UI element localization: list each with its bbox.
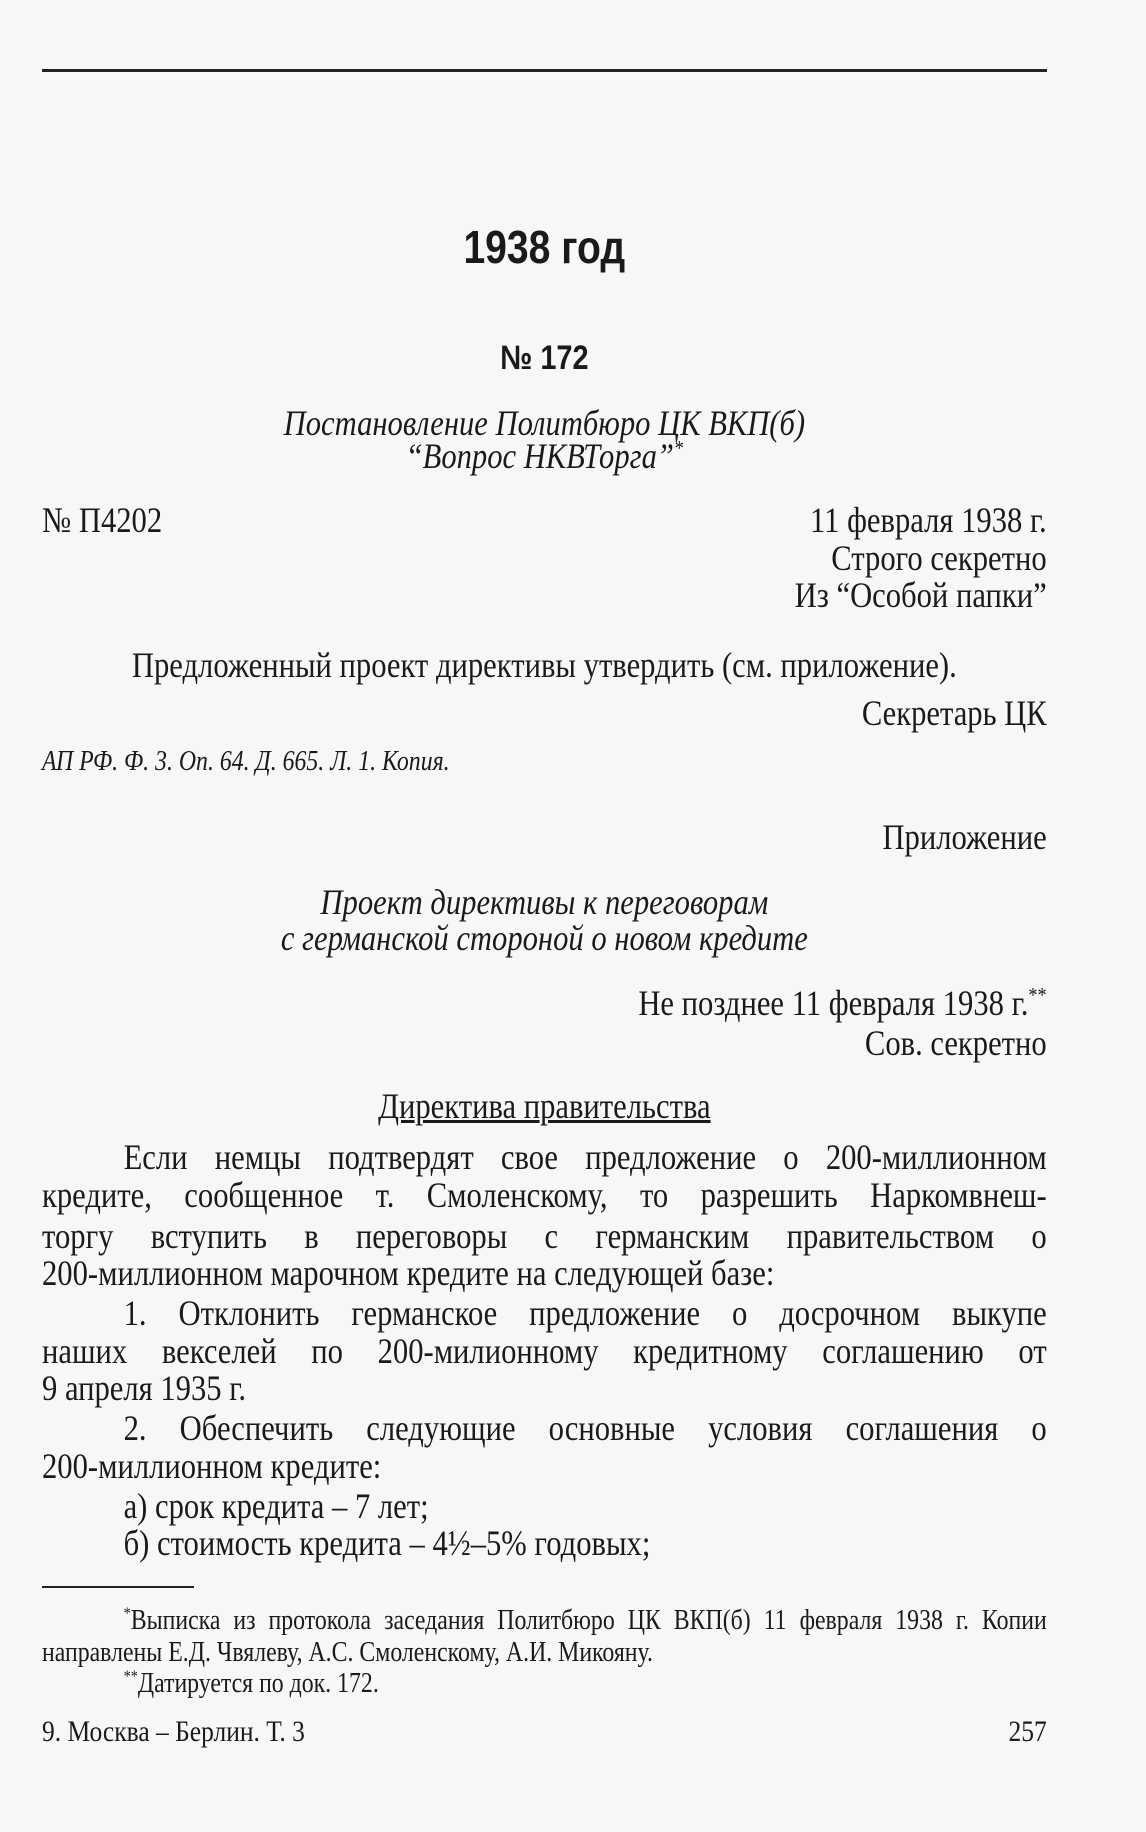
page-number: 257 (1008, 1715, 1047, 1748)
classification-2: Из “Особой папки” (794, 575, 1047, 615)
resolution-text: Предложенный проект директивы утвердить (см. приложение). (131, 645, 957, 685)
signature: Секретарь ЦК (861, 693, 1047, 733)
appendix-classification: Сов. секретно (864, 1023, 1047, 1063)
body-line: 1. Отклонить германское предложение о досрочном выкупе (123, 1293, 1047, 1333)
body-line: 9 апреля 1935 г. (42, 1368, 246, 1408)
footer-row (42, 1714, 1047, 1750)
page-text (42, 0, 1047, 1832)
document-date: 11 февраля 1938 г. (809, 500, 1047, 540)
reg-number: № П4202 (42, 500, 163, 540)
classification-1: Строго секретно (831, 538, 1047, 578)
footer-book-title: 9. Москва – Берлин. Т. 3 (42, 1715, 305, 1748)
appendix-label: Приложение (882, 817, 1047, 857)
appendix-title-line-2: с германской стороной о новом кредите (280, 918, 808, 958)
footnote-1-line-2: направлены Е.Д. Чвялеву, А.С. Смоленскому, А.И. Микояну. (42, 1637, 654, 1668)
appendix-date: Не позднее 11 февраля 1938 г.** (638, 983, 1047, 1023)
doc-number: № 172 (500, 339, 589, 377)
body-line: Если немцы подтвердят свое предложение о 200-миллионном (123, 1137, 1047, 1177)
body-line: 2. Обеспечить следующие основные условия соглашения о (123, 1408, 1047, 1448)
appendix-title-line-1: Проект директивы к переговорам (320, 882, 769, 922)
footnote-1-line-1: *Выписка из протокола заседания Политбюро ЦК ВКП(б) 11 февраля 1938 г. Копии (123, 1603, 1047, 1636)
archive-ref: АП РФ. Ф. 3. Оп. 64. Д. 665. Л. 1. Копия. (42, 746, 450, 777)
body-line: наших векселей по 200-милионному кредитному соглашению от (42, 1331, 1047, 1371)
body-line: 200-миллионном кредите: (42, 1446, 382, 1486)
body-line: торгу вступить в переговоры с германским правительством о (42, 1216, 1047, 1256)
section-title: 1938 год (463, 221, 626, 273)
doc-title-line-2: “Вопрос НКВТорга”* (405, 436, 684, 476)
doc-title-line-1: Постановление Политбюро ЦК ВКП(б) (283, 403, 806, 443)
body-line: 200-миллионном марочном кредите на следующей базе: (42, 1253, 775, 1293)
footnote-2: **Датируется по док. 172. (123, 1666, 379, 1699)
directive-heading: Директива правительства (378, 1086, 711, 1126)
reg-date-row (42, 502, 1047, 538)
body-line: б) стоимость кредита – 4½–5% годовых; (123, 1523, 651, 1563)
body-line: кредите, сообщенное т. Смоленскому, то разрешить Наркомвнеш- (42, 1175, 1047, 1215)
directive-heading-row (42, 1088, 1047, 1124)
body-line: а) срок кредита – 7 лет; (123, 1486, 429, 1526)
